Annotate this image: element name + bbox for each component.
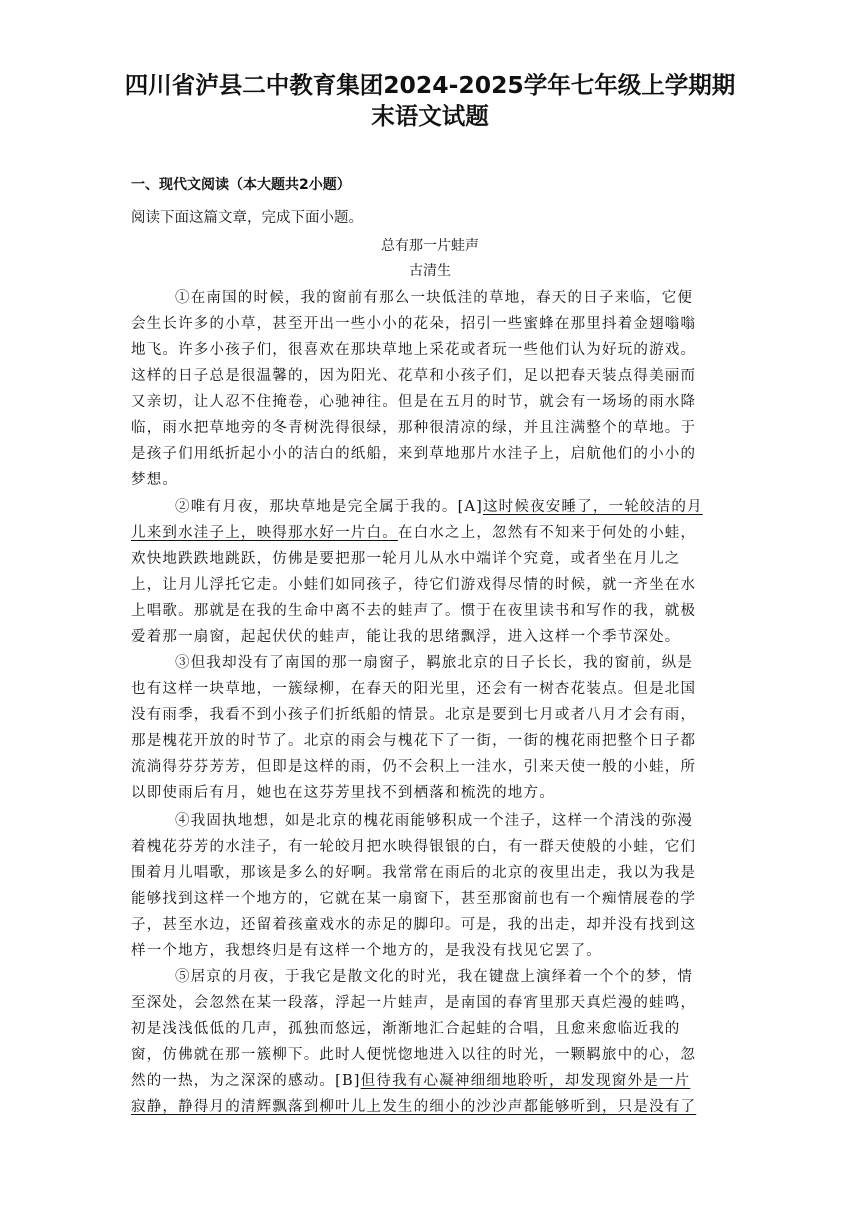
paragraph-text: 然的一热，为之深深的感动。[B] (131, 1073, 361, 1089)
paragraph-line (131, 1094, 731, 1120)
paragraph-line: 临，雨水把草地旁的冬青树洗得很绿，那种很清凉的绿，并且注满整个的草地。于 (131, 420, 697, 436)
underlined-sentence-a-cont: 儿来到水洼子上，映得那水好一片白。 (131, 525, 398, 541)
title-line-2: 末语文试题 (371, 102, 489, 130)
paragraph-line: 上唱歌。那就是在我的生命中离不去的蛙声了。惯于在夜里读书和写作的我，就极 (131, 603, 697, 619)
paragraph-line: 那是槐花开放的时节了。北京的雨会与槐花下了一街，一街的槐花雨把整个日子都 (131, 733, 697, 749)
paragraph-line: 地飞。许多小孩子们，很喜欢在那块草地上采花或者玩一些他们认为好玩的游戏。 (131, 342, 697, 358)
paragraph-line: 以即使雨后有月，她也在这芬芳里找不到栖落和梳洗的地方。 (131, 785, 555, 801)
underlined-sentence-b-cont: 寂静，静得月的清辉飘落到柳叶儿上发生的细小的沙沙声都能够听到，只是没有了 (131, 1099, 697, 1115)
paragraph-line (131, 494, 731, 520)
paragraph-line: 初是浅浅低低的几声，孤独而悠远，渐渐地汇合起蛙的合唱，且愈来愈临近我的 (131, 1021, 681, 1037)
paragraph-line: 着槐花芬芳的水洼子，有一轮皎月把水映得银银的白，有一群天使般的小蛙，它们 (131, 839, 697, 855)
paragraph-line (131, 520, 731, 546)
reading-instruction: 阅读下面这篇文章，完成下面小题。 (131, 210, 363, 226)
paragraph-line: 上，让月儿浮托它走。小蛙们如同孩子，待它们游戏得尽情的时候，就一齐坐在水 (131, 577, 697, 593)
paragraph-line: 这样的日子总是很温馨的，因为阳光、花草和小孩子们，足以把春天装点得美丽而 (131, 368, 697, 384)
paragraph-line: 流淌得芬芬芳芳，但即是这样的雨，仍不会积上一洼水，引来天使一般的小蛙，所 (131, 759, 697, 775)
paragraph-line: ③但我却没有了南国的那一扇窗子，羁旅北京的日子长长，我的窗前，纵是 (175, 655, 694, 671)
paragraph-line: 又亲切，让人忍不住掩卷，心驰神往。但是在五月的时节，就会有一场场的雨水降 (131, 394, 697, 410)
paragraph-line: 会生长许多的小草，甚至开出一些小小的花朵，招引一些蜜蜂在那里抖着金翅嗡嗡 (131, 316, 697, 332)
paragraph-line (131, 1068, 731, 1094)
paragraph-line: 欢快地跌跌地跳跃，仿佛是要把那一轮月儿从水中端详个究竟，或者坐在月儿之 (131, 551, 681, 567)
paragraph-5 (131, 964, 731, 1120)
paragraph-line: 窗，仿佛就在那一簇柳下。此时人便恍惚地进入以往的时光，一颗羁旅中的心，忽 (131, 1047, 697, 1063)
paragraph-text: 在白水之上，忽然有不知来于何处的小蛙， (397, 525, 697, 541)
underlined-sentence-a: 这时候夜安睡了，一轮皎洁的月 (482, 499, 703, 515)
paragraph-line: 子，甚至水边，还留着孩童戏水的赤足的脚印。可是，我的出走，却并没有找到这 (131, 917, 697, 933)
passage-author: 古清生 (409, 263, 451, 279)
paragraph-line: ④我固执地想，如是北京的槐花雨能够积成一个洼子，这样一个清浅的弥漫 (175, 813, 694, 829)
paragraph-line: ⑤居京的月夜，于我它是散文化的时光，我在键盘上演绎着一个个的梦，情 (175, 969, 694, 985)
section-heading: 一、现代文阅读（本大题共2小题） (131, 177, 351, 193)
paragraph-line: 能够找到这样一个地方的，它就在某一扇窗下，甚至那窗前也有一个痴情展卷的学 (131, 891, 697, 907)
paragraph-line: ①在南国的时候，我的窗前有那么一块低洼的草地，春天的日子来临，它便 (175, 290, 694, 306)
paragraph-4 (131, 808, 731, 964)
passage-title: 总有那一片蛙声 (381, 238, 479, 254)
paragraph-line: 至深处，会忽然在某一段落，浮起一片蛙声，是南国的春宵里那天真烂漫的蛙鸣， (131, 995, 697, 1011)
underlined-sentence-b: 但待我有心凝神细细地聆听，却发现窗外是一片 (360, 1073, 691, 1089)
paragraph-2 (131, 494, 731, 650)
document-title (100, 70, 760, 132)
paragraph-line: 没有雨季，我看不到小孩子们折纸船的情景。北京是要到七月或者八月才会有雨， (131, 707, 697, 723)
paragraph-line: 围着月儿唱歌，那该是多么的好啊。我常常在雨后的北京的夜里出走，我以为我是 (131, 865, 697, 881)
paragraph-line: 也有这样一块草地，一簇绿柳，在春天的阳光里，还会有一树杏花装点。但是北国 (131, 681, 697, 697)
paragraph-line: 梦想。 (131, 472, 179, 488)
title-line-1: 四川省泸县二中教育集团2024-2025学年七年级上学期期 (124, 71, 736, 99)
paragraph-text: ②唯有月夜，那块草地是完全属于我的。[A] (175, 499, 483, 515)
paragraph-line: 是孩子们用纸折起小小的洁白的纸船，来到草地那片水洼子上，启航他们的小小的 (131, 446, 697, 462)
paragraph-line: 样一个地方，我想终归是有这样一个地方的，是我没有找见它罢了。 (131, 943, 602, 959)
paragraph-1 (131, 285, 731, 493)
paragraph-line: 爱着那一扇窗，起起伏伏的蛙声，能让我的思绪飘浮，进入这样一个季节深处。 (131, 629, 681, 645)
paragraph-3 (131, 650, 731, 806)
